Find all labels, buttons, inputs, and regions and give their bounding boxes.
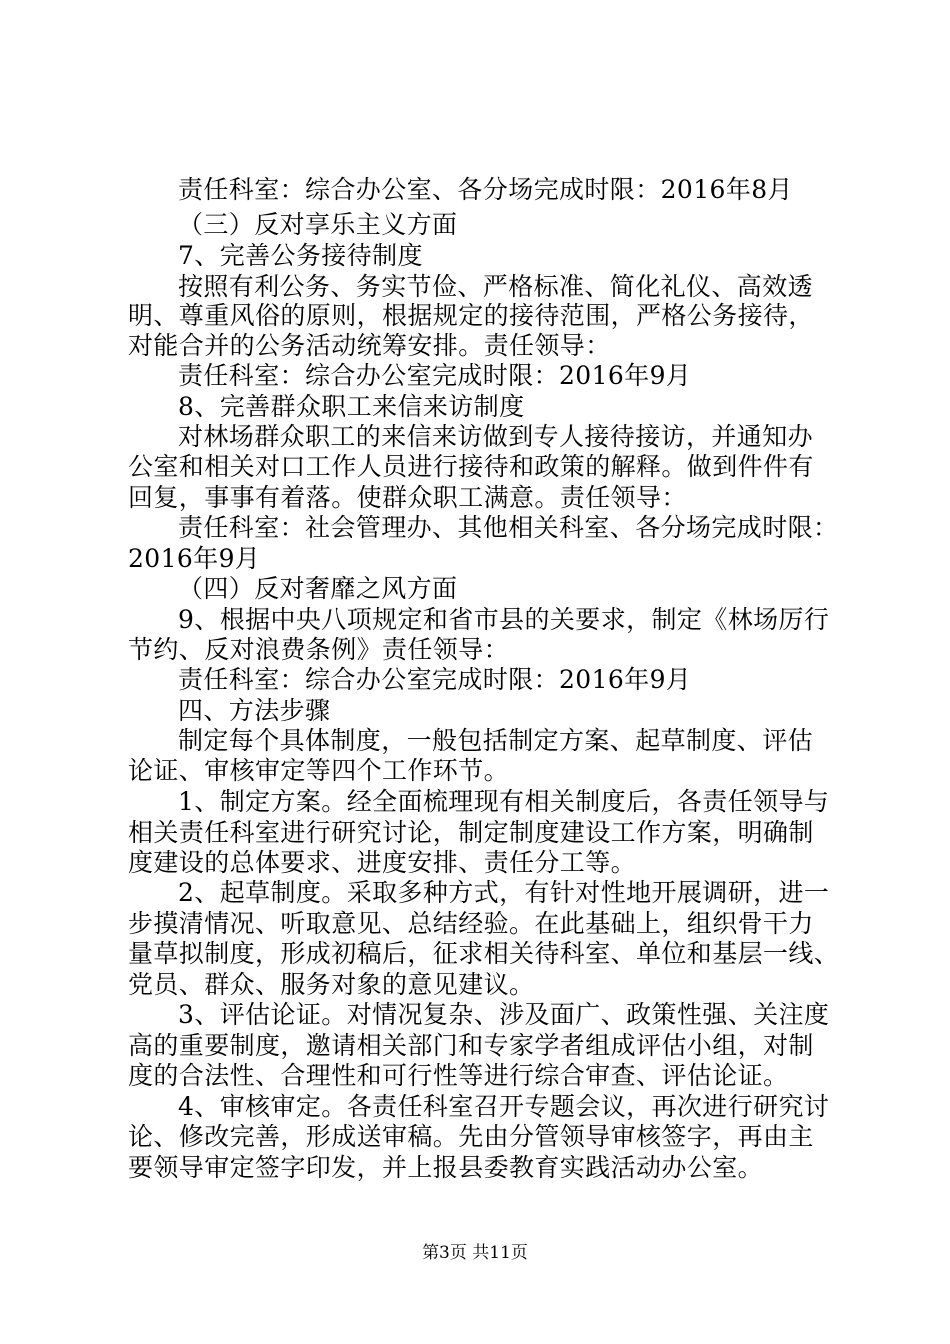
- text-line: 要领导审定签字印发，并上报县委教育实践活动办公室。: [128, 1153, 764, 1182]
- text-line: 3、评估论证。对情况复杂、涉及面广、政策性强、关注度: [178, 1000, 830, 1029]
- text-line: 9、根据中央八项规定和省市县的关要求，制定《林场厉行: [178, 605, 830, 634]
- page-footer: 第3页 共11页: [422, 1243, 528, 1263]
- text-line: 责任科室：社会管理办、其他相关科室、各分场完成时限：: [178, 513, 839, 542]
- text-line: 8、完善群众职工来信来访制度: [178, 392, 525, 421]
- text-line: 论证、审核审定等四个工作环节。: [128, 756, 510, 785]
- text-line: 责任科室：综合办公室完成时限：2016年9月: [178, 665, 692, 694]
- text-line: 度建设的总体要求、进度安排、责任分工等。: [128, 848, 637, 877]
- text-line: 相关责任科室进行研究讨论，制定制度建设工作方案，明确制: [128, 818, 814, 847]
- text-line: 7、完善公务接待制度: [178, 241, 423, 270]
- text-line: 2、起草制度。采取多种方式，有针对性地开展调研，进一: [178, 878, 830, 907]
- text-line: 论、修改完善，形成送审稿。先由分管领导审核签字，再由主: [128, 1122, 814, 1151]
- text-line: 高的重要制度，邀请相关部门和专家学者组成评估小组，对制: [128, 1031, 814, 1060]
- text-line: 对能合并的公务活动统筹安排。责任领导：: [128, 331, 611, 360]
- text-line: 制定每个具体制度，一般包括制定方案、起草制度、评估: [178, 726, 814, 755]
- text-line: 2016年9月: [128, 544, 261, 573]
- text-line: 明、尊重风俗的原则，根据规定的接待范围，严格公务接待，: [128, 301, 814, 330]
- text-line: 责任科室：综合办公室完成时限：2016年9月: [178, 361, 692, 390]
- text-line: 责任科室：综合办公室、各分场完成时限：2016年8月: [178, 175, 793, 204]
- text-line: （三）反对享乐主义方面: [178, 210, 458, 239]
- text-line: 对林场群众职工的来信来访做到专人接待接访，并通知办: [178, 422, 814, 451]
- text-line: 量草拟制度，形成初稿后，征求相关待科室、单位和基层一线、: [128, 939, 840, 968]
- text-line: 4、审核审定。各责任科室召开专题会议，再次进行研究讨: [178, 1092, 830, 1121]
- text-line: 党员、群众、服务对象的意见建议。: [128, 970, 535, 999]
- text-line: 公室和相关对口工作人员进行接待和政策的解释。做到件件有: [128, 452, 814, 481]
- text-line: 回复，事事有着落。使群众职工满意。责任领导：: [128, 483, 687, 512]
- text-line: （四）反对奢靡之风方面: [178, 574, 458, 603]
- text-line: 度的合法性、合理性和可行性等进行综合审查、评估论证。: [128, 1061, 789, 1090]
- text-line: 节约、反对浪费条例》责任领导：: [128, 635, 510, 664]
- text-line: 步摸清情况、听取意见、总结经验。在此基础上，组织骨干力: [128, 909, 814, 938]
- text-line: 1、制定方案。经全面梳理现有相关制度后，各责任领导与: [178, 787, 830, 816]
- text-line: 四、方法步骤: [178, 696, 331, 725]
- text-line: 按照有利公务、务实节俭、严格标准、简化礼仪、高效透: [178, 272, 814, 301]
